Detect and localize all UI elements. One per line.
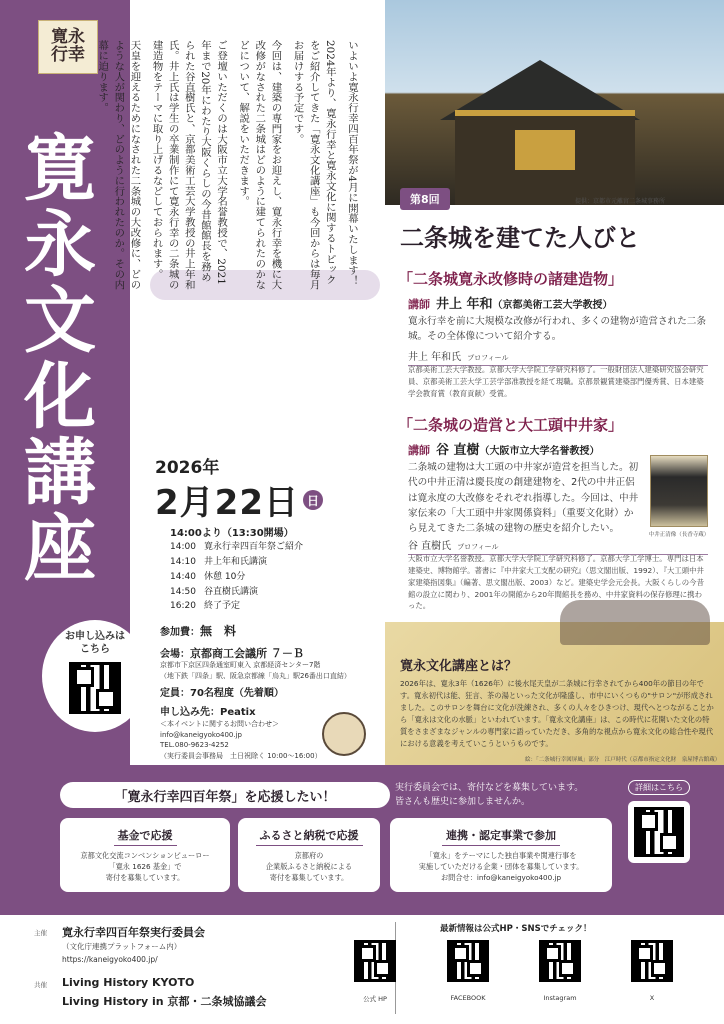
schedule-item: 16:20 終了予定 xyxy=(170,601,241,612)
about-series-title: 寛永文化講座とは？ xyxy=(400,659,518,674)
schedule-item: 14:40 休憩 10分 xyxy=(170,571,246,582)
talk2-profile: 大阪市立大学名誉教授。京都大学大学院工学研究科修了。京都大学工学博士。専門は日本建築史、博物館学。著書に『中井家大工支配の研究』（思文閣出版、1992）、『大工頭中井家建築指図集』（編著、思文閣出版、2003）など。建築史学会元会長。大阪くらしの今昔館の設立に関わり、2001年の開館から20年間館長を務め、中井家資料の保存修理に携わった。 xyxy=(408,554,704,611)
card-heading: 連携・認定事業で参加 xyxy=(442,827,560,846)
venue: 会場：京都商工会議所 ７－Ｂ xyxy=(160,647,304,660)
card-heading: ふるさと納税で応援 xyxy=(256,827,363,846)
speaker-label: 講師 xyxy=(408,298,430,311)
venue-address: 京都市下京区四条通室町東入 京都経済センター7階 （地下鉄「四条」駅、阪急京都線「烏丸」駅26番出口直結） xyxy=(160,661,351,680)
intro-paragraph: 2024年より、寛永行幸と寛永文化に関するトピックをご紹介してきた「寛永文化講座」も今回からは毎月お届けする予定です。 xyxy=(291,40,336,290)
event-date: 2月22日 xyxy=(155,483,299,523)
about-series-body: 2026年は、寛永3年（1626年）に後水尾天皇が二条城に行幸されてから400年の節目の年です。寛永初代は能、狂言、茶の湯といった文化が隆盛し、市中にいくつもの"サロン"が形成されました。このサロンを舞台に文化が洗練され、多くの人々をひきつけ、現代へとつながることから「寛永は文化の水脈」といわれています。「寛永文化講座」は、この時代に花開いた文化の特質をさまざまなジャンルの専門家に語っていただき、多角的な視点から寛永文化の総合性や現代における意義を考えていこうというものです。 xyxy=(400,679,714,749)
lecture-number-badge: 第8回 xyxy=(400,188,450,210)
schedule-list xyxy=(170,540,303,614)
schedule-item: 14:00 寛永行幸四百年祭ご紹介 xyxy=(170,542,304,552)
speaker-affiliation: （京都美術工芸大学教授） xyxy=(492,300,613,311)
nijo-castle-photo xyxy=(385,0,724,205)
talk1-heading: 「二条城寛永改修時の諸建造物」 xyxy=(398,270,624,288)
cohost-name-1: Living History KYOTO xyxy=(62,976,195,989)
intro-paragraph: 天皇を迎えるためになされた二条城の大改修に、どのような人が関わり、どのように行われたのか。その内幕に迫ります。 xyxy=(96,40,141,290)
apply-qr-caption-2: こちら xyxy=(80,644,110,655)
cohost-name-2: Living History in 京都・二条城協議会 xyxy=(62,995,267,1008)
speaker-name: 谷 直樹 xyxy=(436,443,480,458)
sns-label: Instagram xyxy=(543,994,577,1002)
talk2-speaker xyxy=(408,439,600,458)
start-time: 14:00より（13:30開場） xyxy=(170,528,294,539)
support-title: 「寛永行幸四百年祭」を応援したい！ xyxy=(60,782,390,808)
card-heading: 基金で応援 xyxy=(114,827,177,846)
schedule-item: 14:50 谷直樹氏講演 xyxy=(170,586,259,597)
contact-email[interactable]: info@kaneigyoko400.jp xyxy=(160,730,242,739)
contact-info: ＜本イベントに関するお問い合わせ＞ info@kaneigyoko400.jp TEL.080-9623-4252 （実行委員会事務局 土日祝除く 10:00～16:00） xyxy=(160,719,350,761)
portrait-caption: 中井正清像（長香寺蔵） xyxy=(648,532,710,538)
intro-paragraph: ご登壇いただくのは大阪市立大学名誉教授で、2021年まで20年にわたり大阪くらしの今昔館館長を務められた谷直樹氏と、京都美術工芸大学教授の井上年和氏。井上氏は学生の卒業制作にて寛永行幸の二条城の建造物をテーマに取り上げるなどしておられます。 xyxy=(150,40,228,290)
support-card-furusato[interactable]: ふるさと納税で応援 京都府の 企業版ふるさと納税による 寄付を募集しています。 xyxy=(238,818,380,892)
talk1-speaker xyxy=(408,293,613,312)
sns-facebook[interactable] xyxy=(428,940,508,1002)
nakai-portrait xyxy=(650,455,708,527)
contact-tel[interactable]: TEL.080-9623-4252 xyxy=(160,741,229,749)
profile-name: 谷 直樹氏 xyxy=(408,541,452,552)
fee: 参加費：無 料 xyxy=(160,624,237,638)
speaker-affiliation: （大阪市立大学名誉教授） xyxy=(479,446,600,457)
speaker-label: 講師 xyxy=(408,444,430,457)
sns-instagram[interactable] xyxy=(520,940,600,1002)
host-name: 寛永行幸四百年祭実行委員会 xyxy=(62,926,205,939)
intro-paragraph: 今回は、建築の専門家をお迎えし、寛永行幸を機に大改修がなされた二条城はどのように建てられたのかなどについて、解説をいただきます。 xyxy=(237,40,282,290)
apply-qr-code[interactable] xyxy=(69,662,121,714)
host-label: 主催 xyxy=(34,929,47,937)
talk2-body: 二条城の建物は大工頭の中井家が造営を担当した。初代の中井正清は慶長度の創建建物を、2代の中井正侶は寛永度の大改修をそれぞれ指導した。今回は、中井家伝来の「大工頭中井家関係資料」（重要文化財）から見えてきた二条城の建物の歴史を紹介したい。 xyxy=(408,462,639,535)
apply-qr-caption-1: お申し込みは xyxy=(65,631,125,642)
talk2-heading: 「二条城の造営と大工頭中井家」 xyxy=(398,416,624,434)
profile-label: プロフィール xyxy=(467,354,509,362)
profile-label: プロフィール xyxy=(457,543,499,551)
support-card-partnership[interactable]: 連携・認定事業で参加 「寛永」をテーマにした独自事業や関連行事を 実施していただける企業・団体を募集しています。 お問合せ：info@kaneigyoko400.jp xyxy=(390,818,612,892)
sns-label: FACEBOOK xyxy=(450,994,486,1002)
donation-note: 実行委員会では、寄付などを募集しています。 皆さんも歴史に参加しませんか。 xyxy=(395,783,584,807)
intro-text xyxy=(96,40,360,290)
lecture-title: 二条城を建てた人びと xyxy=(400,223,640,252)
photo-credit: 提供：京都市元離宮二条城事務所 xyxy=(575,198,666,205)
sns-official-hp[interactable] xyxy=(335,940,415,1003)
sns-x[interactable] xyxy=(612,940,692,1002)
qr-code[interactable] xyxy=(354,940,396,982)
cohost-label: 共催 xyxy=(34,981,47,989)
qr-code[interactable] xyxy=(631,940,673,982)
sns-label: 公式 HP xyxy=(363,995,387,1003)
qr-code[interactable] xyxy=(447,940,489,982)
event-year: 2026年 xyxy=(155,458,220,478)
main-title: 寛永文化講座 xyxy=(12,130,97,586)
support-card-fund[interactable]: 基金で応援 京都文化交流コンベンションビューロー 「寛永 1626 基金」で 寄付を募集しています。 xyxy=(60,818,230,892)
logo-text: 寛永行幸 xyxy=(51,27,85,65)
kanei-gyoko-logo xyxy=(38,20,98,74)
sns-label: X xyxy=(649,994,655,1002)
capacity: 定員：70名程度（先着順） xyxy=(160,688,284,699)
apply-to[interactable]: 申し込み先：Peatix xyxy=(160,707,256,718)
host-sub: （文化庁連携プラットフォーム内） xyxy=(62,942,182,951)
talk1-body: 寛永行幸を前に大規模な改修が行われ、多くの建物が造営された二条城。その全体像について紹介する。 xyxy=(408,316,706,343)
illustration-credit: 絵：「二条城行幸図屏風」部分 江戸時代（京都市指定文化財 泉屋博古館蔵） xyxy=(525,757,721,763)
intro-paragraph: いよいよ寛永行幸四百年祭が4月に開幕いたします！ xyxy=(346,40,358,286)
schedule-item: 14:10 井上年和氏講演 xyxy=(170,556,268,567)
speaker-name: 井上 年和 xyxy=(436,297,493,312)
apply-qr-panel[interactable] xyxy=(42,620,148,732)
procession-illustration xyxy=(560,600,710,645)
event-weekday-badge: 日 xyxy=(303,490,323,510)
talk1-profile: 京都美術工芸大学教授。京都大学大学院工学研究科修了。一般財団法人建築研究協会研究員、京都美術工芸大学工芸学部准教授を経て現職。京都景観賞建築部門優秀賞、日本建築学会教育賞（教育貢献）受賞。 xyxy=(408,365,704,398)
sns-title: 最新情報は公式HP・SNSでチェック！ xyxy=(440,924,592,934)
detail-label: 詳細はこちら xyxy=(628,780,690,795)
qr-code[interactable] xyxy=(539,940,581,982)
host-url[interactable]: https://kaneigyoko400.jp/ xyxy=(62,955,158,964)
detail-qr-block[interactable] xyxy=(620,780,698,880)
profile-name: 井上 年和氏 xyxy=(408,352,462,363)
detail-qr-code[interactable] xyxy=(634,807,684,857)
mascot-illustration xyxy=(322,712,366,756)
